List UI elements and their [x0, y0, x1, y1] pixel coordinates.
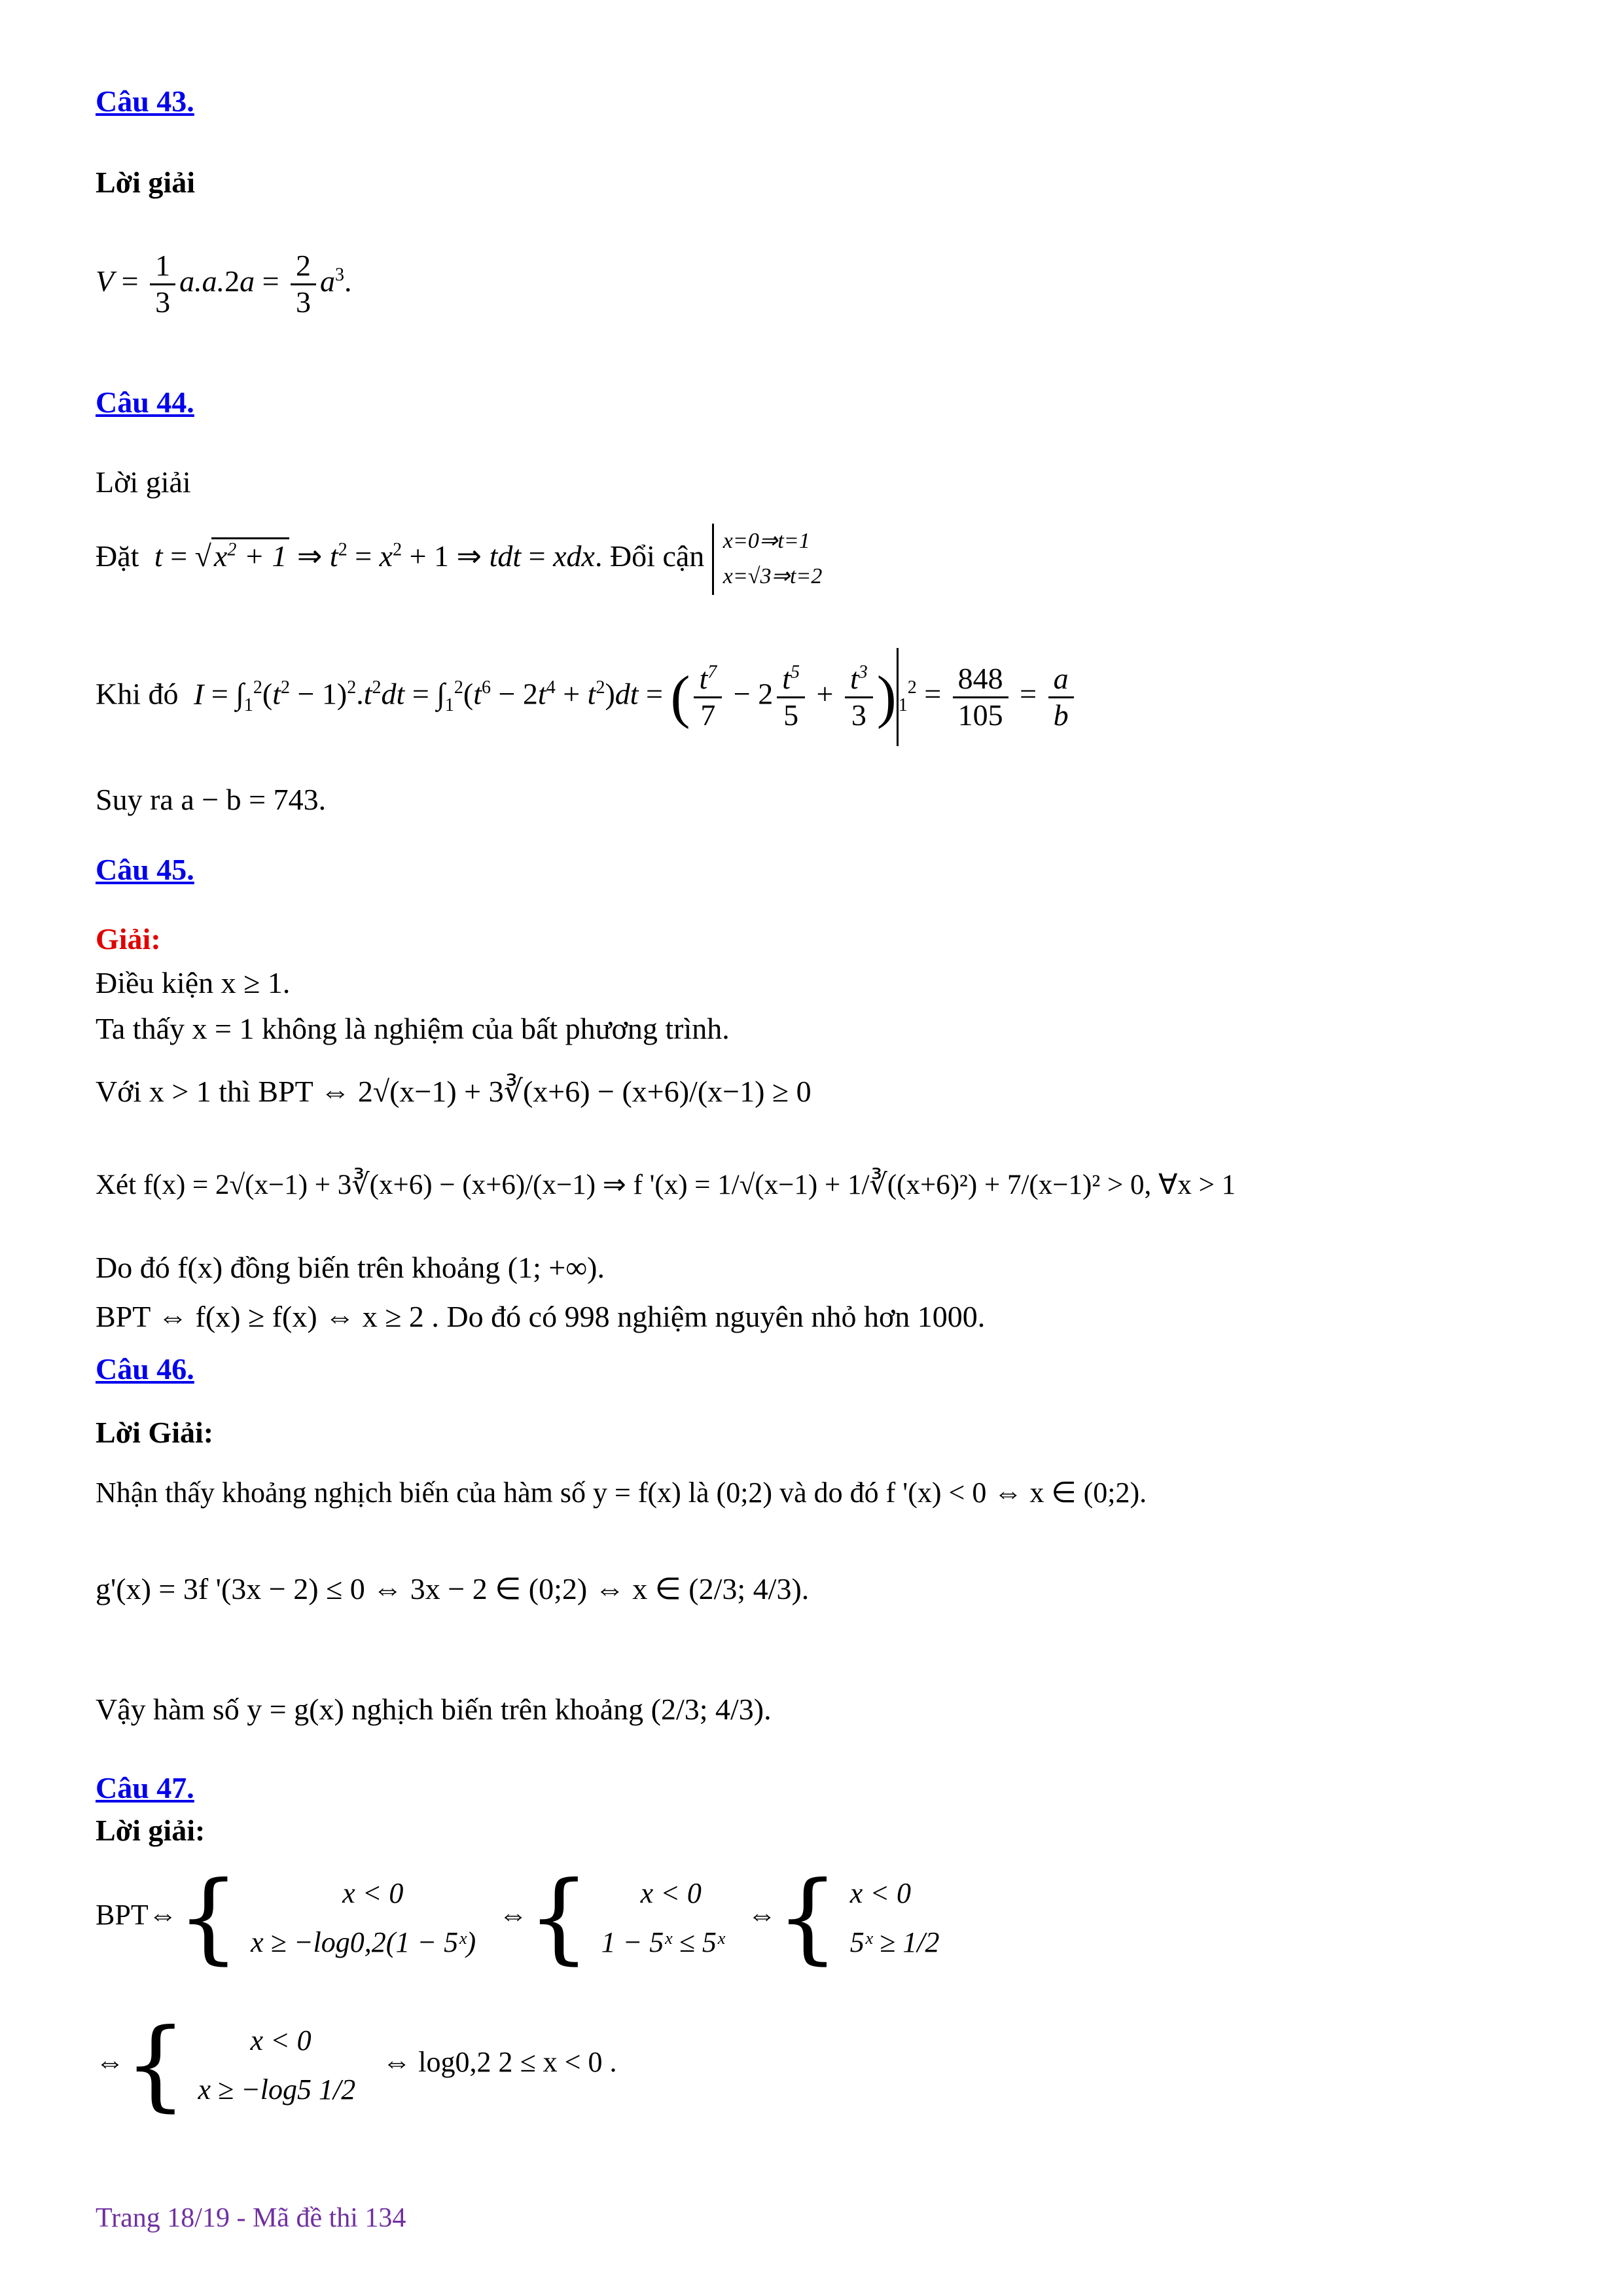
question-45-line-1: Điều kiện x ≥ 1. — [96, 966, 291, 999]
question-45-solution-label: Giải: — [96, 922, 161, 956]
question-46-line-3: Vậy hàm số y = g(x) nghịch biến trên khoảng (2/3; 4/3). — [96, 1693, 772, 1726]
question-47-heading: Câu 47. — [96, 1771, 194, 1804]
question-46-solution-label: Lời Giải: — [96, 1416, 214, 1449]
question-44-heading: Câu 44. — [96, 386, 194, 419]
system-3: x < 0 5ˣ ≥ 1/2 — [849, 1877, 940, 1958]
question-47-systems: BPT⇔{ x < 0 x ≥ −log0,2(1 − 5ˣ) ⇔{ x < 0 1 − 5ˣ ≤ 5ˣ ⇔{ x < 0 5ˣ ≥ 1/2 — [96, 1861, 940, 1975]
question-46-line-1: Nhận thấy khoảng nghịch biến của hàm số y = f(x) là (0;2) và do đó f '(x) < 0 ⇔ x ∈ (0;2). — [96, 1477, 1147, 1509]
question-45-heading: Câu 45. — [96, 853, 194, 886]
question-45-line-3: Với x > 1 thì BPT ⇔ 2√(x−1) + 3∛(x+6) − (x+6)/(x−1) ≥ 0 — [96, 1075, 812, 1108]
question-43-solution-label: Lời giải — [96, 166, 195, 199]
question-44-result: Suy ra a − b = 743. — [96, 783, 327, 816]
bounds-block — [712, 524, 823, 595]
question-43-heading: Câu 43. — [96, 84, 194, 118]
question-44-solution-label: Lời giải — [96, 465, 191, 499]
question-46-heading: Câu 46. — [96, 1352, 194, 1386]
question-45-line-5: Do đó f(x) đồng biến trên khoảng (1; +∞). — [96, 1251, 605, 1284]
system-4: x < 0 x ≥ −log5 1/2 — [198, 2024, 356, 2106]
integral-prefix: Khi đó — [96, 677, 179, 711]
page-footer: Trang 18/19 - Mã đề thi 134 — [96, 2203, 406, 2233]
question-45-line-2: Ta thấy x = 1 không là nghiệm của bất phương trình. — [96, 1012, 730, 1045]
bound-2: x=√3⇒t=2 — [722, 564, 823, 589]
question-45-line-4: Xét f(x) = 2√(x−1) + 3∛(x+6) − (x+6)/(x−1) ⇒ f '(x) = 1/√(x−1) + 1/∛((x+6)²) + 7/(x−1)² > 0, ∀x > 1 — [96, 1170, 1236, 1200]
question-44-substitution: Đặt $t = √x^2 + 1$ ⇒ $t^2 = x^2 + 1$ ⇒ tdt = xdx. Đổi cận x=0⇒t=1 x=√3⇒t=2 — [96, 524, 822, 595]
system-2: x < 0 1 − 5ˣ ≤ 5ˣ — [601, 1877, 725, 1958]
substitution-prefix: Đặt — [96, 539, 139, 573]
final-result: ⇔ log0,2 2 ≤ x < 0 . — [382, 2046, 617, 2079]
question-44-integral: Khi đó $I = \int_1^2(t^2 - 1)^2.t^2dt = \int_1^2(t^6 - 2t^4 + t^2)dt$ = ( $\frac{t^7}{7}$ − 2 $\frac{t^5}{5}$ + $\frac{t^3}{3}$ ) $_1^2$ = $\frac{848}{105}$ = $\frac{a}{b}$ — [96, 648, 1078, 746]
bound-1: x=0⇒t=1 — [722, 529, 810, 553]
question-46-line-2: g'(x) = 3f '(3x − 2) ≤ 0 ⇔ 3x − 2 ∈ (0;2) ⇔ x ∈ (2/3; 4/3). — [96, 1572, 810, 1605]
question-45-line-6: BPT ⇔ f(x) ≥ f(x) ⇔ x ≥ 2 . Do đó có 998 nghiệm nguyên nhỏ hơn 1000. — [96, 1300, 986, 1333]
question-47-final: ⇔{ x < 0 x ≥ −log5 1/2 ⇔ log0,2 2 ≤ x < 0 . — [96, 2008, 617, 2122]
system-1: x < 0 x ≥ −log0,2(1 − 5ˣ) — [251, 1877, 476, 1958]
question-47-solution-label: Lời giải: — [96, 1814, 205, 1847]
bounds-label: Đổi cận — [609, 539, 705, 573]
bpt-prefix: BPT⇔ — [96, 1899, 177, 1931]
question-43-formula: V = $\frac{1}{3}$ a.a.2a = $\frac{2}{3}$ $a^3$. — [96, 249, 352, 319]
